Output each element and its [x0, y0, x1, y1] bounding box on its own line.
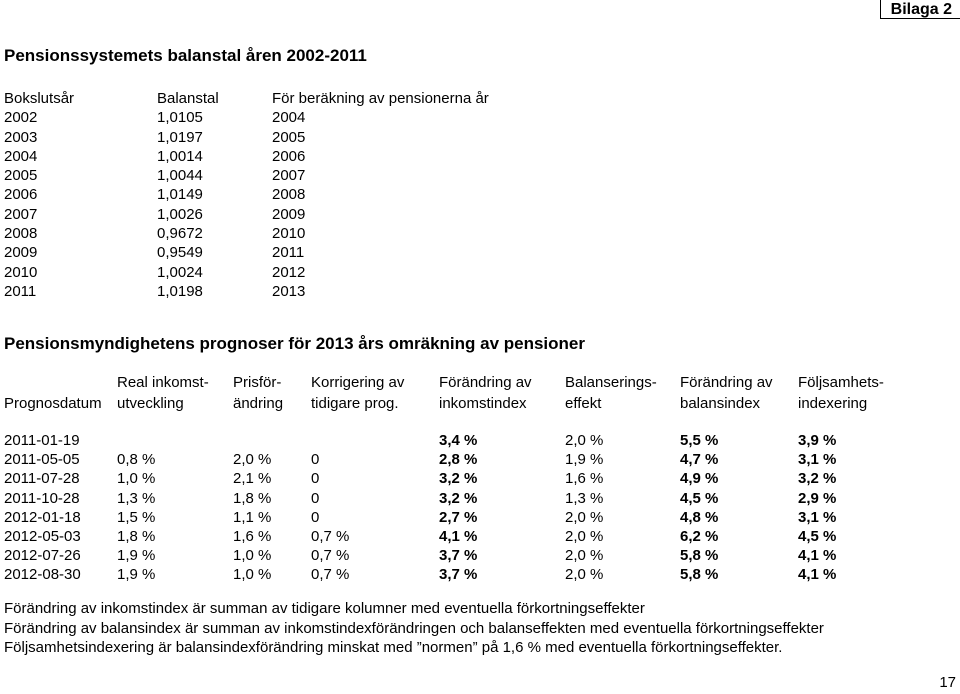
column-header-line: balansindex — [680, 395, 761, 412]
table-cell: 1,3 % — [565, 489, 604, 507]
table-cell: 2,0 % — [565, 547, 604, 565]
table-cell: 1,0198 — [157, 282, 203, 300]
table-cell: 2006 — [272, 147, 306, 165]
table-cell: 0 — [311, 451, 320, 469]
column-header — [798, 372, 884, 414]
table-cell: 1,0014 — [157, 147, 203, 165]
table-cell: 3,2 % — [439, 489, 478, 507]
table-cell: 2012-08-30 — [4, 566, 81, 584]
table-cell: 0,9672 — [157, 225, 203, 243]
table-cell: 1,9 % — [117, 547, 156, 565]
table-row — [0, 451, 960, 470]
footnote-line: Förändring av inkomstindex är summan av tidigare kolumner med eventuella förkortningseffekter — [4, 600, 645, 617]
table-row — [0, 509, 960, 528]
table-cell: 3,2 % — [439, 470, 478, 488]
table-cell: 1,0 % — [233, 566, 272, 584]
table-cell: 2012-05-03 — [4, 527, 81, 545]
column-header: Balanstal — [157, 90, 219, 107]
table-cell: 1,1 % — [233, 508, 272, 526]
column-header-line: indexering — [798, 395, 868, 412]
column-header-line: Prisför- — [233, 374, 282, 391]
table-cell: 1,9 % — [565, 451, 604, 469]
table-cell: 3,9 % — [798, 432, 837, 449]
table-cell: 2011-05-05 — [4, 451, 80, 469]
table-cell: 0,7 % — [311, 527, 350, 545]
table-cell: 2,9 % — [798, 489, 837, 507]
table-cell: 2012-01-18 — [4, 508, 81, 526]
table-cell: 0,8 % — [117, 451, 156, 469]
table-cell: 5,5 % — [680, 432, 719, 449]
appendix-label: Bilaga 2 — [880, 0, 960, 19]
table-cell: 2012 — [272, 263, 306, 281]
table-cell: 3,7 % — [439, 547, 478, 565]
table-row — [0, 528, 960, 547]
table-cell: 4,5 % — [798, 527, 837, 545]
table-cell: 4,9 % — [680, 470, 719, 488]
column-header — [680, 372, 773, 414]
column-header-line: Real inkomst- — [117, 374, 209, 391]
table-cell: 2008 — [272, 186, 306, 204]
column-header: Bokslutsår — [4, 90, 75, 107]
table-cell: 2010 — [4, 263, 38, 281]
table-cell: 2004 — [4, 147, 38, 165]
table-cell: 3,7 % — [439, 566, 478, 584]
table-cell: 2011 — [272, 244, 305, 262]
table-cell: 2,0 % — [565, 527, 604, 545]
table-cell: 2011-01-19 — [4, 432, 80, 449]
table-cell: 5,8 % — [680, 566, 719, 584]
column-header-line: Prognosdatum — [4, 395, 102, 412]
table-cell: 1,0 % — [117, 470, 156, 488]
table-cell: 1,8 % — [233, 489, 272, 507]
table-cell: 3,1 % — [798, 451, 837, 469]
table-cell: 2002 — [4, 109, 38, 127]
table-cell: 2003 — [4, 128, 38, 146]
table-cell: 2010 — [272, 225, 306, 243]
table-cell: 1,0 % — [233, 547, 272, 565]
table-cell: 2009 — [272, 205, 306, 223]
column-header — [311, 372, 404, 414]
column-header-line: ändring — [233, 395, 284, 412]
page-number: 17 — [939, 674, 956, 691]
table-cell: 1,5 % — [117, 508, 156, 526]
table-cell: 2008 — [4, 225, 38, 243]
table-cell: 0,7 % — [311, 566, 350, 584]
table-cell: 0,9549 — [157, 244, 203, 262]
table-cell: 1,3 % — [117, 489, 156, 507]
table-row — [0, 490, 960, 509]
column-header-line: effekt — [565, 395, 602, 412]
footnotes — [0, 600, 824, 659]
table-cell: 1,0024 — [157, 263, 203, 281]
table-row — [0, 566, 960, 585]
column-header-line: Förändring av — [439, 374, 532, 391]
table-cell: 2,0 % — [233, 451, 272, 469]
table-cell: 0 — [311, 508, 320, 526]
table-cell: 2,8 % — [439, 451, 478, 469]
table-cell: 2,0 % — [565, 508, 604, 526]
column-header — [565, 372, 657, 414]
column-header-line: Följsamhets- — [798, 374, 884, 391]
forecast-table — [0, 432, 960, 586]
column-header-line: Balanserings- — [565, 374, 657, 391]
column-header-line: Förändring av — [680, 374, 773, 391]
table-cell: 2006 — [4, 186, 38, 204]
column-header-line: utveckling — [117, 395, 184, 412]
table-cell: 2,1 % — [233, 470, 272, 488]
table-cell: 1,0026 — [157, 205, 203, 223]
table-cell: 1,8 % — [117, 527, 156, 545]
table-cell: 4,1 % — [798, 547, 837, 565]
column-header — [439, 372, 532, 414]
table-cell: 2007 — [272, 167, 306, 185]
table-cell: 2011-07-28 — [4, 470, 80, 488]
table-cell: 2011-10-28 — [4, 489, 80, 507]
table-cell: 0 — [311, 470, 320, 488]
table-cell: 1,0044 — [157, 167, 203, 185]
table-cell: 5,8 % — [680, 547, 719, 565]
column-header — [233, 372, 283, 414]
table-cell: 1,0149 — [157, 186, 203, 204]
table-cell: 2007 — [4, 205, 38, 223]
table-cell: 1,0105 — [157, 109, 203, 127]
column-header — [4, 393, 102, 414]
table-cell: 2,0 % — [565, 566, 604, 584]
table-cell: 4,1 % — [798, 566, 837, 584]
table-cell: 4,1 % — [439, 527, 478, 545]
table-cell: 4,8 % — [680, 508, 719, 526]
table-cell: 0 — [311, 489, 320, 507]
table-cell: 1,0197 — [157, 128, 203, 146]
table-cell: 2013 — [272, 282, 306, 300]
table-cell: 2004 — [272, 109, 306, 127]
column-header — [117, 372, 209, 414]
column-header-line: tidigare prog. — [311, 395, 399, 412]
table-cell: 2005 — [272, 128, 306, 146]
table-cell: 1,6 % — [565, 470, 604, 488]
table-cell: 6,2 % — [680, 527, 719, 545]
table-row — [0, 432, 960, 451]
table-cell: 4,7 % — [680, 451, 719, 469]
table-cell: 2011 — [4, 282, 37, 300]
table-cell: 1,9 % — [117, 566, 156, 584]
balance-table-title: Pensionssystemets balanstal åren 2002-2011 — [4, 46, 367, 65]
column-header: För beräkning av pensionerna år — [272, 90, 489, 107]
table-cell: 2005 — [4, 167, 38, 185]
table-cell: 4,5 % — [680, 489, 719, 507]
footnote-line: Följsamhetsindexering är balansindexförändring minskat med ”normen” på 1,6 % med eventuella förkortningseffekter. — [4, 639, 783, 656]
table-row — [0, 470, 960, 489]
column-header-line: inkomstindex — [439, 395, 527, 412]
table-cell: 3,1 % — [798, 508, 837, 526]
table-cell: 2012-07-26 — [4, 547, 81, 565]
table-cell: 1,6 % — [233, 527, 272, 545]
table-cell: 3,2 % — [798, 470, 837, 488]
forecast-table-title: Pensionsmyndighetens prognoser för 2013 års omräkning av pensioner — [4, 334, 585, 353]
table-cell: 2009 — [4, 244, 38, 262]
table-row — [0, 547, 960, 566]
table-cell: 2,0 % — [565, 432, 604, 449]
table-cell: 2,7 % — [439, 508, 478, 526]
footnote-line: Förändring av balansindex är summan av inkomstindexförändringen och balanseffekten med eventuella förkortningseffekter — [4, 619, 824, 637]
table-cell: 0,7 % — [311, 547, 350, 565]
table-cell: 3,4 % — [439, 432, 478, 449]
column-header-line: Korrigering av — [311, 374, 405, 391]
